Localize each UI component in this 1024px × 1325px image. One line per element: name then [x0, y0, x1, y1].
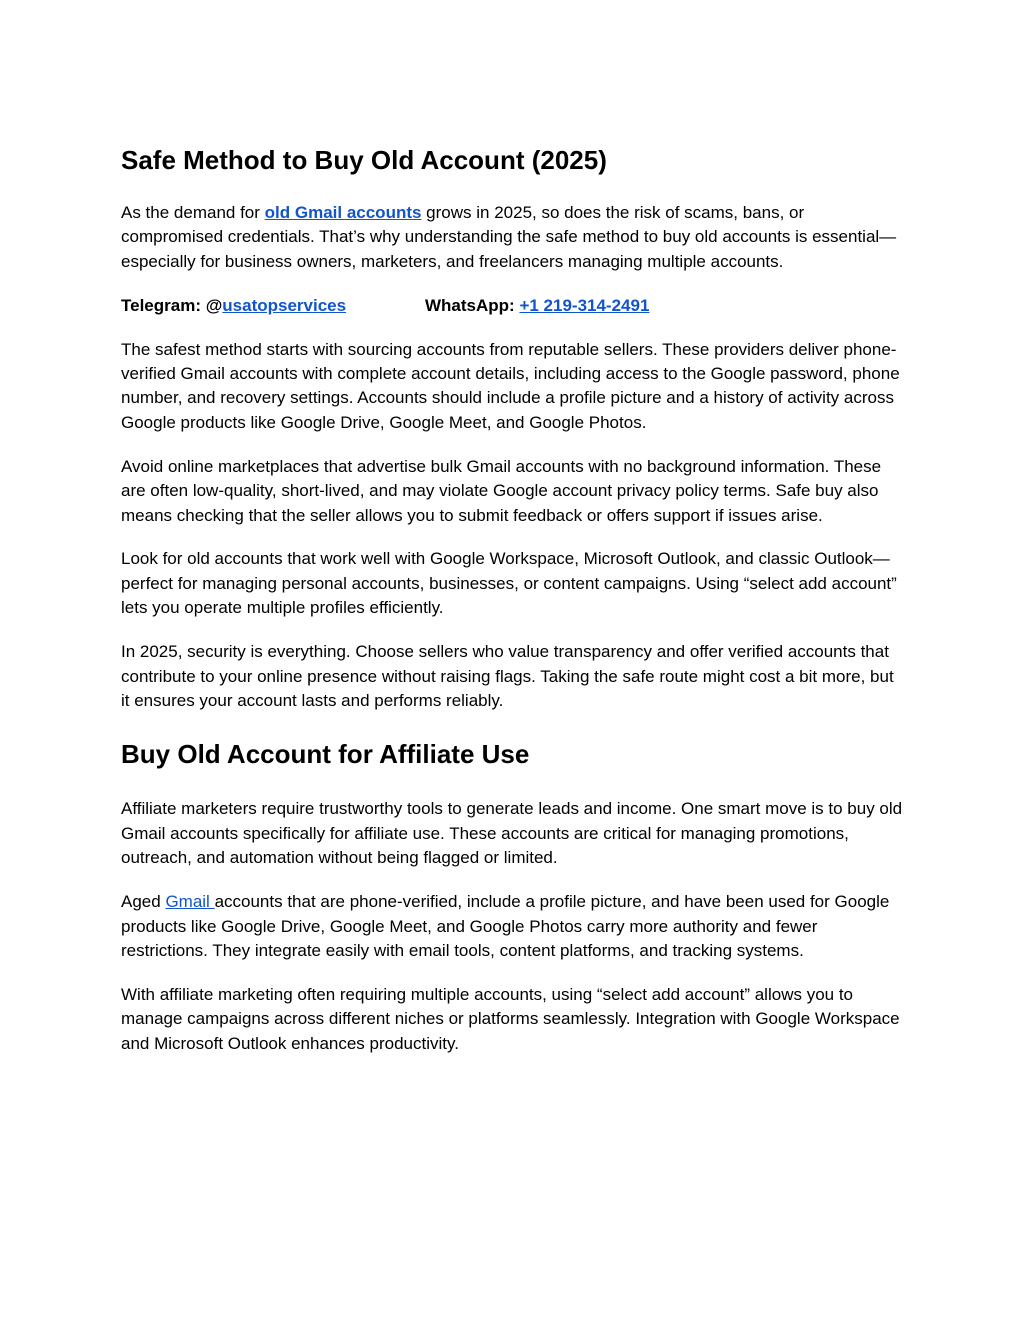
aged-text-after: accounts that are phone-verified, include a profile picture, and have been used for Google products like Google Drive, Google Meet, and Google Photos carry more authority and fewer restrictions. They integrate easily with email tools, content platforms, and tracking systems. [121, 892, 890, 960]
aged-text-before: Aged [121, 892, 166, 912]
whatsapp-label: WhatsApp: [425, 295, 520, 315]
contact-line [121, 294, 906, 318]
whatsapp-contact [425, 294, 649, 318]
whatsapp-number-link[interactable]: +1 219-314-2491 [519, 295, 650, 315]
paragraph-multiple-accounts: With affiliate marketing often requiring multiple accounts, using “select add account” allows you to manage campaigns across different niches or platforms seamlessly. Integration with Google Workspace and Microsoft Outlook enhances productivity. [121, 984, 900, 1053]
paragraph-aged-gmail [121, 890, 906, 963]
paragraph-look-for-accounts: Look for old accounts that work well with Google Workspace, Microsoft Outlook, and classic Outlook—perfect for managing personal accounts, businesses, or content campaigns. Using “select add account” lets you operate multiple profiles efficiently. [121, 549, 897, 618]
section-heading-affiliate-use: Buy Old Account for Affiliate Use [121, 739, 530, 770]
intro-paragraph [121, 201, 906, 274]
telegram-label: Telegram: @ [121, 295, 223, 315]
intro-text-before: As the demand for [121, 203, 265, 222]
old-gmail-accounts-link[interactable]: old Gmail accounts [264, 203, 422, 222]
intro-text-after: grows in 2025, so does the risk of scams, bans, or compromised credentials. That’s why understanding the safe method to buy old accounts is essential—especially for business owners, marketers, and freelancers managing multiple accounts. [121, 203, 897, 271]
paragraph-security-2025: In 2025, security is everything. Choose sellers who value transparency and offer verified accounts that contribute to your online presence without raising flags. Taking the safe route might cost a bit more, but it ensures your account lasts and performs reliably. [121, 642, 894, 710]
telegram-contact [121, 294, 425, 318]
paragraph-affiliate-marketers: Affiliate marketers require trustworthy tools to generate leads and income. One smart move is to buy old Gmail accounts specifically for affiliate use. These accounts are critical for managing promotions, outreach, and automation without being flagged or limited. [121, 799, 903, 868]
telegram-handle-link[interactable]: usatopservices [222, 295, 347, 315]
section-heading-safe-method: Safe Method to Buy Old Account (2025) [121, 145, 607, 175]
paragraph-safest-method: The safest method starts with sourcing accounts from reputable sellers. These providers deliver phone-verified Gmail accounts with complete account details, including access to the Google password, phone number, and recovery settings. Accounts should include a profile picture and a history of activity across Google products like Google Drive, Google Meet, and Google Photos. [121, 339, 900, 432]
gmail-link[interactable]: Gmail [165, 892, 215, 912]
document-page [121, 143, 906, 1076]
paragraph-avoid-marketplaces: Avoid online marketplaces that advertise bulk Gmail accounts with no background information. These are often low-quality, short-lived, and may violate Google account privacy policy terms. Safe buy also means checking that the seller allows you to submit feedback or offers support if issues arise. [121, 456, 882, 525]
